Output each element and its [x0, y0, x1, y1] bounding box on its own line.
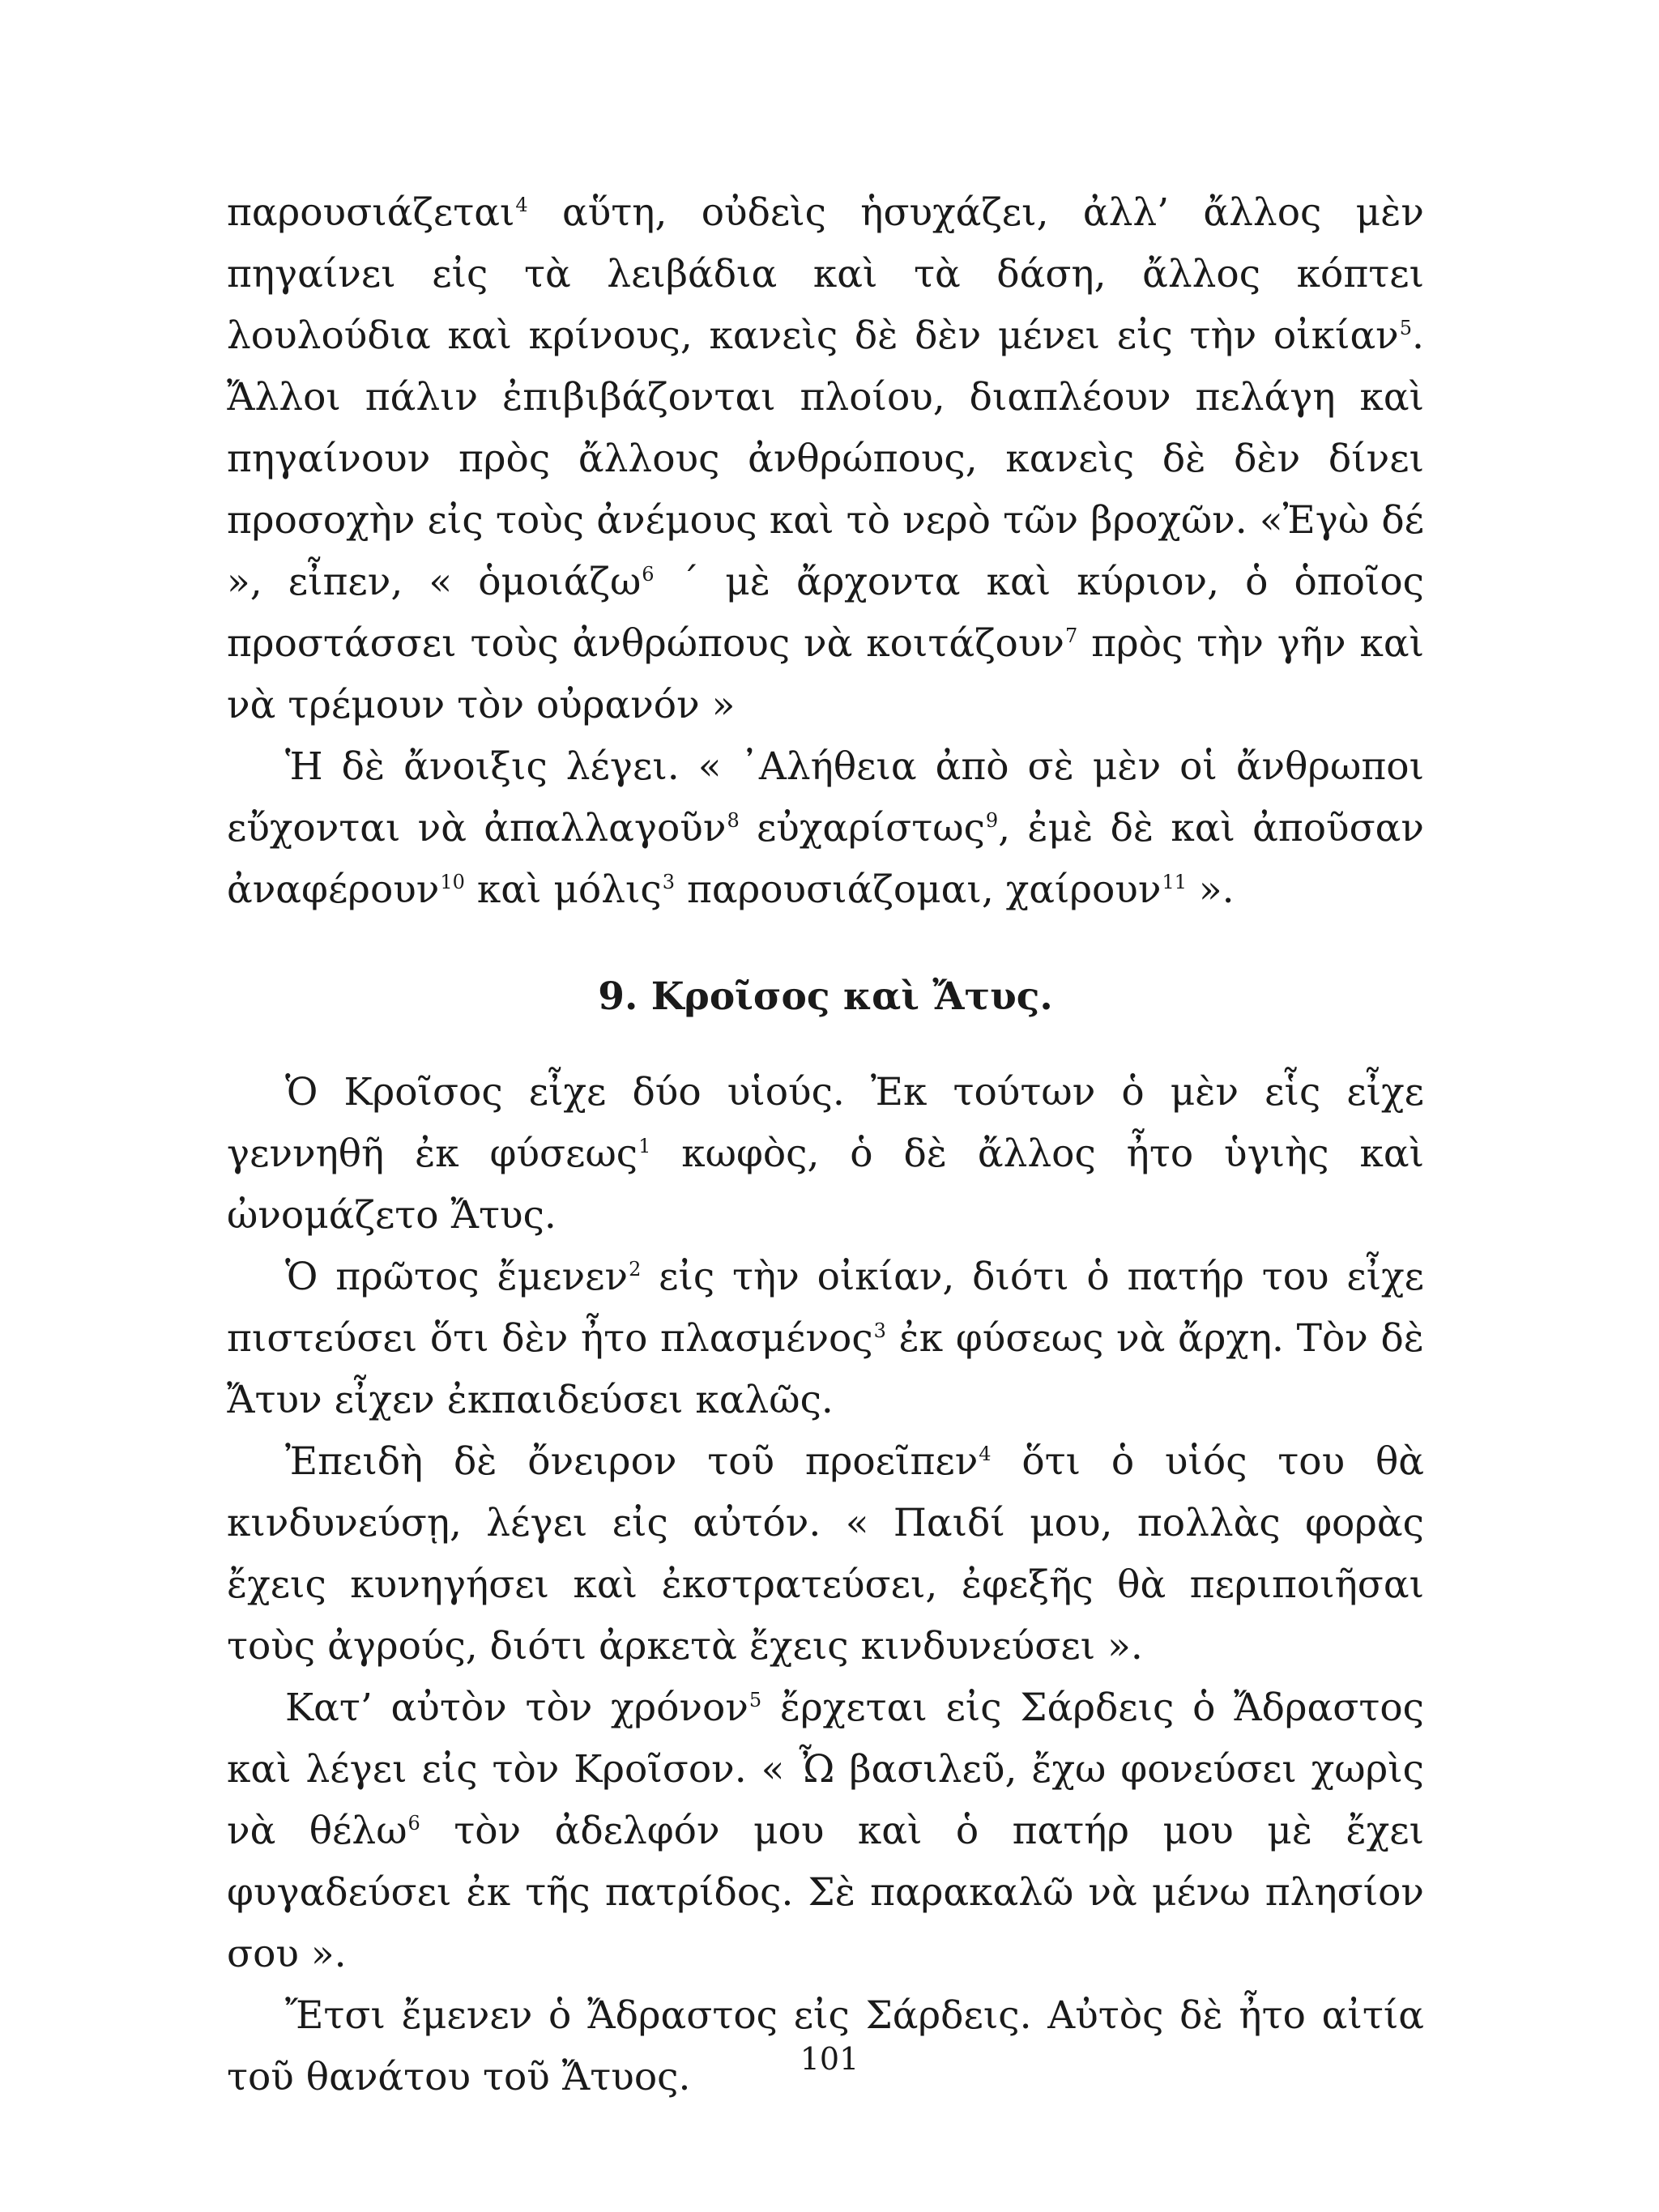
paragraph [227, 1062, 1424, 1247]
paragraph-text: ἔρχεται εἰς Σάρδεις ὁ Ἄδραστος καὶ λέγει εἰς τὸν Κροῖσον. « Ὦ βασιλεῦ, ἔχω φονεύσει χωρὶς νὰ θέλω [227, 1686, 1424, 1853]
paragraph-text: ὅτι ὁ υἱός του θὰ κινδυνεύσῃ, λέγει εἰς αὐτόν. « Παιδί μου, πολλὰς φορὰς ἔχεις κυνηγήσει καὶ ἐκστρατεύσει, ἐφεξῆς θὰ περιποιῆσαι τοὺς ἀγρούς, διότι ἀρκετὰ ἔχεις κινδυνεύσει ». [227, 1439, 1424, 1669]
footnote-marker: 4 [515, 194, 528, 217]
paragraph-text: παρουσιάζομαι, χαίρουν [675, 867, 1162, 912]
footnote-marker: 3 [662, 871, 676, 894]
paragraph-text: παρουσιάζεται [227, 190, 515, 235]
paragraph-text: ἐκ φύσεως νὰ ἄρχη. Τὸν δὲ Ἄτυν εἶχεν ἐκπαιδεύσει καλῶς. [227, 1316, 1424, 1422]
footnote-marker: 5 [748, 1689, 762, 1712]
paragraph-text: Ἐπειδὴ δὲ ὄνειρον τοῦ προεῖπεν [285, 1439, 979, 1484]
paragraph [227, 736, 1424, 921]
footnote-marker: 4 [979, 1443, 992, 1466]
paragraph [227, 182, 1424, 736]
footnote-marker: 6 [642, 563, 655, 586]
paragraph-text: ». [1186, 867, 1235, 912]
paragraph-text: . Ἄλλοι πάλιν ἐπιβιβάζονται πλοίου, διαπλέουν πελάγη καὶ πηγαίνουν πρὸς ἄλλους ἀνθρώπους, κανεὶς δὲ δὲν δίνει προσοχὴν εἰς τοὺς ἀνέμους καὶ τὸ νερὸ τῶν βροχῶν. «Ἐγὼ δέ », εἶπεν, « ὁμοιάζω [227, 313, 1424, 604]
heading-text: 9. Κροῖσος καὶ Ἄτυς. [598, 974, 1053, 1019]
footnote-marker: 6 [407, 1812, 420, 1835]
paragraph-text: , ἐμὲ δὲ καὶ ἀποῦσαν ἀναφέρουν [227, 806, 1424, 912]
footnote-marker: 11 [1162, 871, 1187, 894]
footnote-marker: 3 [873, 1319, 886, 1343]
paragraph-text: εὐχαρίστως [739, 806, 985, 850]
footnote-marker: 8 [727, 809, 740, 833]
footnote-marker: 1 [638, 1135, 651, 1158]
paragraph-text: τὸν ἀδελφόν μου καὶ ὁ πατήρ μου μὲ ἔχει φυγαδεύσει ἐκ τῆς πατρίδος. Σὲ παρακαλῶ νὰ μένω πλησίον σου ». [227, 1809, 1425, 1976]
footnote-marker: 9 [985, 809, 999, 833]
footnote-marker: 10 [440, 871, 465, 894]
footnote-marker: 2 [629, 1258, 642, 1281]
section-heading [227, 966, 1424, 1028]
paragraph-text: κωφὸς, ὁ δὲ ἄλλος ἦτο ὑγιὴς καὶ ὠνομάζετο Ἄτυς. [227, 1132, 1424, 1238]
paragraph-text: Ἔτσι ἔμενεν ὁ Ἄδραστος εἰς Σάρδεις. Αὐτὸς δὲ ἦτο αἰτία τοῦ θανάτου τοῦ Ἄτυος. [227, 1993, 1424, 2099]
paragraph-text: Ὁ Κροῖσος εἶχε δύο υἱούς. Ἐκ τούτων ὁ μὲν εἷς εἶχε γεννηθῆ ἐκ φύσεως [227, 1070, 1424, 1176]
paragraph-text: πρὸς τὴν γῆν καὶ νὰ τρέμουν τὸν οὐρανόν » [227, 621, 1424, 727]
paragraph-text: Ὁ πρῶτος ἔμενεν [285, 1255, 629, 1299]
paragraph [227, 1247, 1424, 1431]
paragraph-text: Ἡ δὲ ἄνοιξις λέγει. « ᾿Αλήθεια ἀπὸ σὲ μὲν οἱ ἄνθρωποι εὔχονται νὰ ἀπαλλαγοῦν [227, 744, 1424, 850]
paragraph-text: Κατ’ αὐτὸν τὸν χρόνον [285, 1686, 748, 1730]
paragraph [227, 1677, 1424, 1985]
paragraph-text: καὶ μόλις [464, 867, 662, 912]
paragraph [227, 1431, 1424, 1677]
page-number: 101 [800, 2041, 859, 2077]
paragraph-text: ΄ μὲ ἄρχοντα καὶ κύριον, ὁ ὁποῖος προστάσσει τοὺς ἀνθρώπους νὰ κοιτάζουν [227, 560, 1424, 666]
footnote-marker: 7 [1064, 624, 1078, 648]
paragraph-text: αὕτη, οὐδεὶς ἡσυχάζει, ἀλλ’ ἄλλος μὲν πηγαίνει εἰς τὰ λειβάδια καὶ τὰ δάση, ἄλλος κόπτει λουλούδια καὶ κρίνους, κανεὶς δὲ δὲν μένει εἰς τὴν οἰκίαν [227, 190, 1424, 358]
footnote-marker: 5 [1399, 317, 1413, 340]
text-column [227, 182, 1424, 2108]
paragraph-text: εἰς τὴν οἰκίαν, διότι ὁ πατήρ του εἶχε πιστεύσει ὅτι δὲν ἦτο πλασμένος [227, 1255, 1424, 1361]
